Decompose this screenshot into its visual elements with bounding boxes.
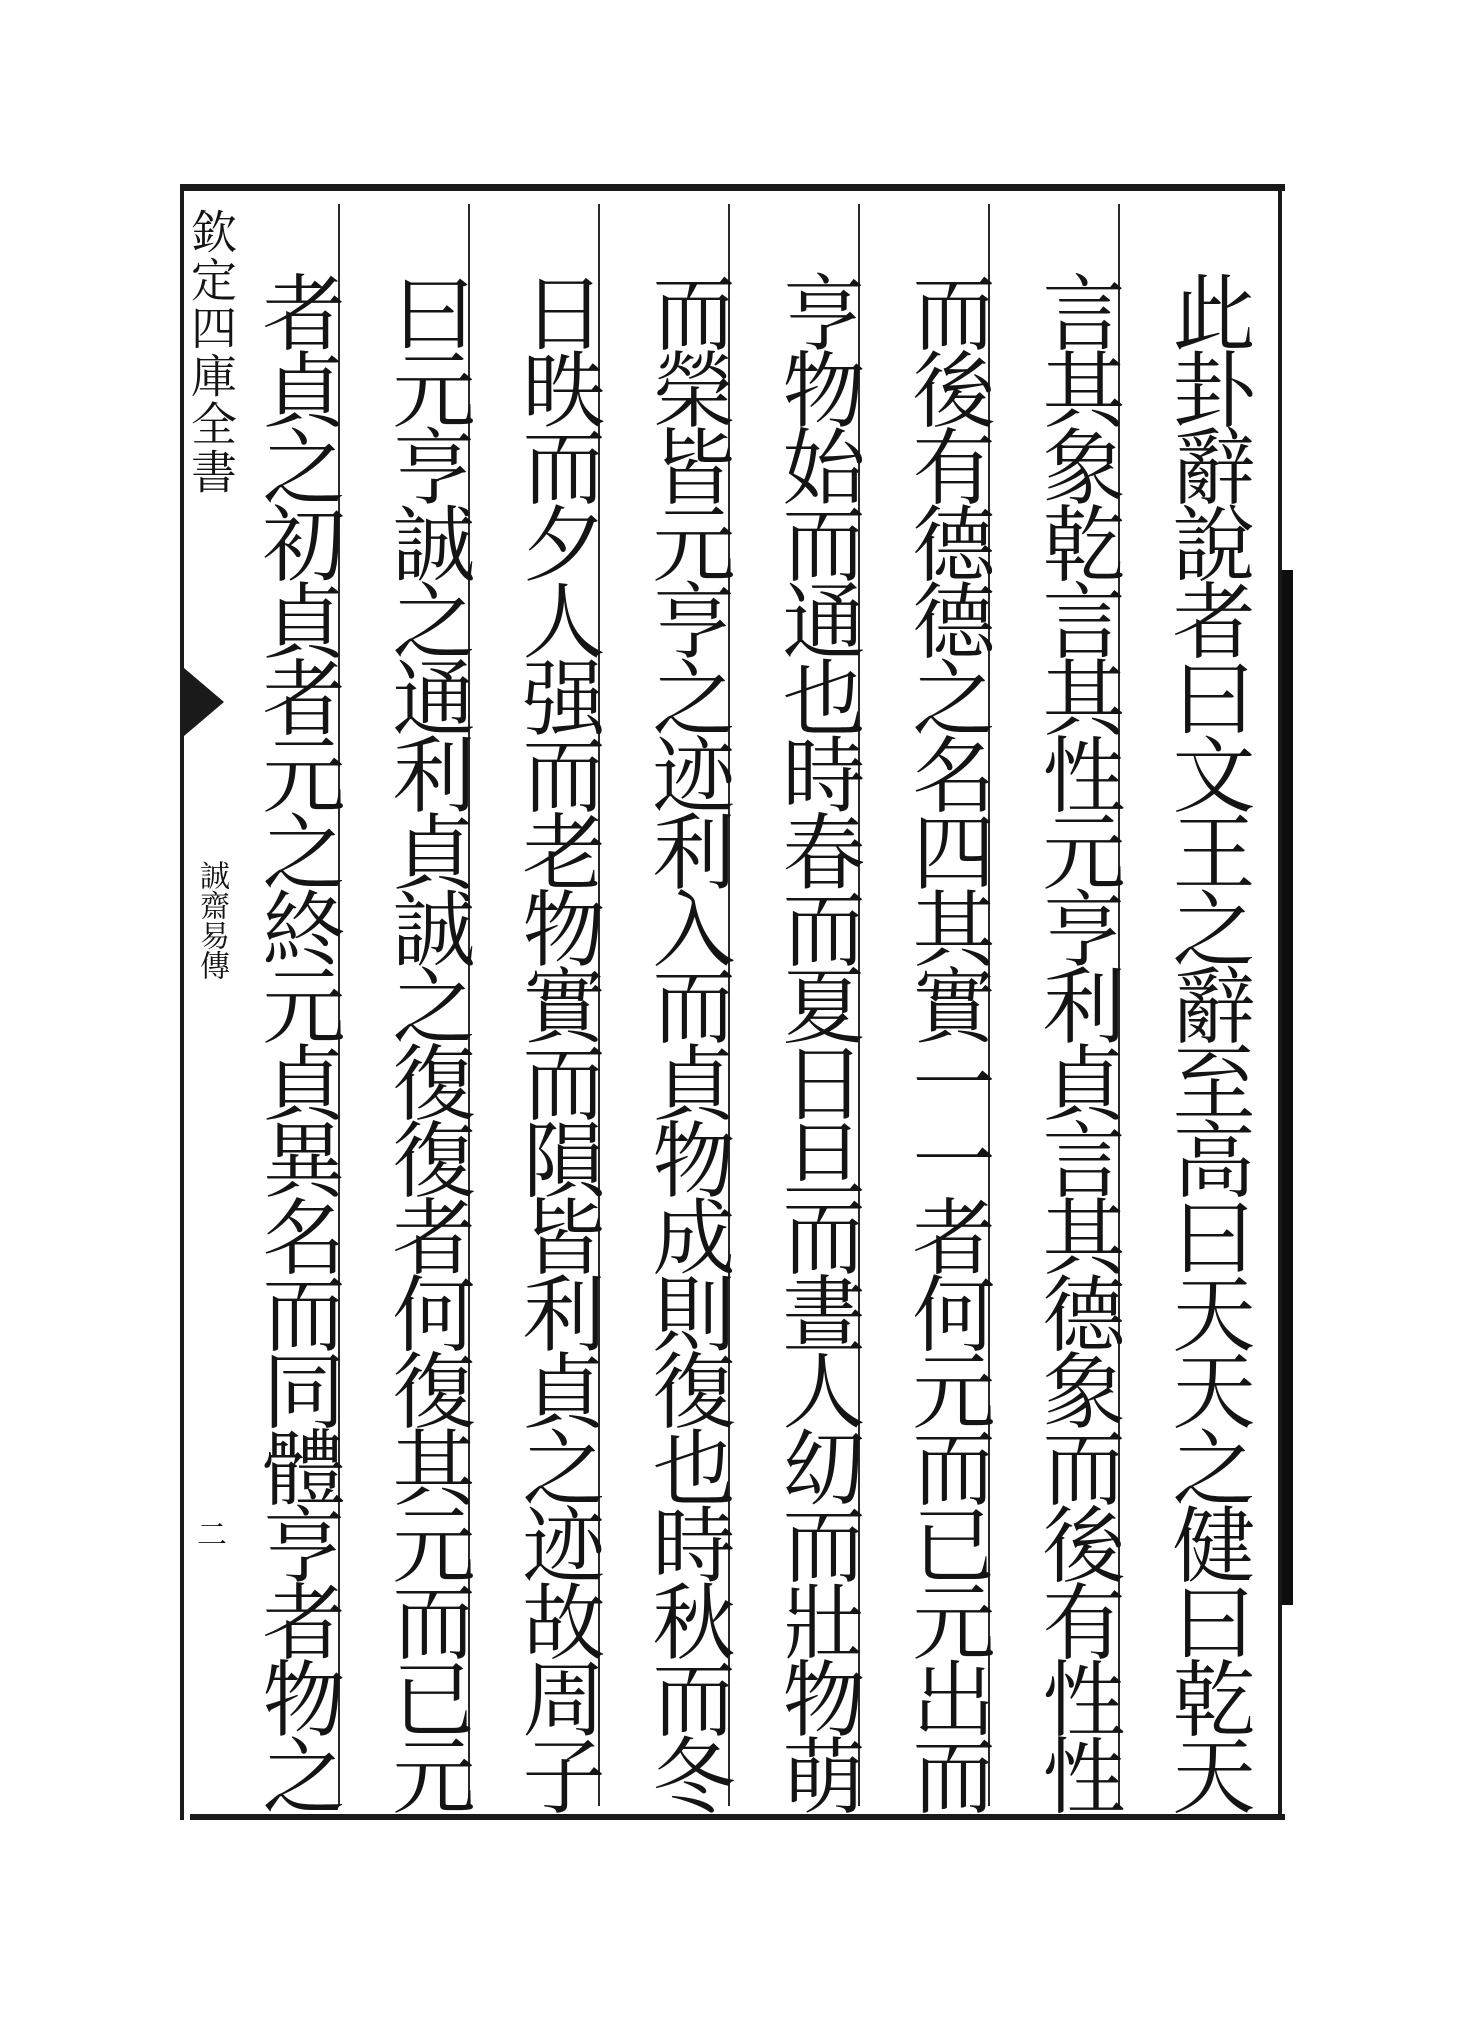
margin-page-number: 二 — [197, 1518, 227, 1553]
text-column-2: 言其象乾言其性元亨利貞言其德象而後有性性 — [1028, 270, 1125, 1810]
text-column-7: 曰元亨誠之通利貞誠之復復者何復其元而已元 — [378, 270, 475, 1810]
binding-edge-bar — [1282, 570, 1293, 1605]
frame-bottom-rule — [190, 1814, 1285, 1820]
text-column-3: 而後有德德之名四其實一一者何元而已元出而 — [898, 270, 995, 1810]
text-column-5: 而榮皆元亨之迹利入而貞物成則復也時秋而冬 — [638, 270, 735, 1810]
text-column-1: 此卦辭說者曰文王之辭至高曰天天之健曰乾天 — [1158, 270, 1255, 1810]
text-column-8: 者貞之初貞者元之終元貞異名而同體亨者物之 — [248, 270, 345, 1810]
margin-book-title: 誠齋易傳 — [194, 860, 229, 980]
fish-tail-mark — [184, 668, 224, 736]
margin-collection-title: 欽定四庫全書 — [184, 208, 238, 496]
text-column-6: 日昳而夕人强而老物實而隕皆利貞之迹故周子 — [508, 270, 605, 1810]
frame-top-rule — [180, 184, 1285, 191]
text-column-4: 亨物始而通也時春而夏日旦而晝人㓜而壯物萌 — [768, 270, 865, 1810]
